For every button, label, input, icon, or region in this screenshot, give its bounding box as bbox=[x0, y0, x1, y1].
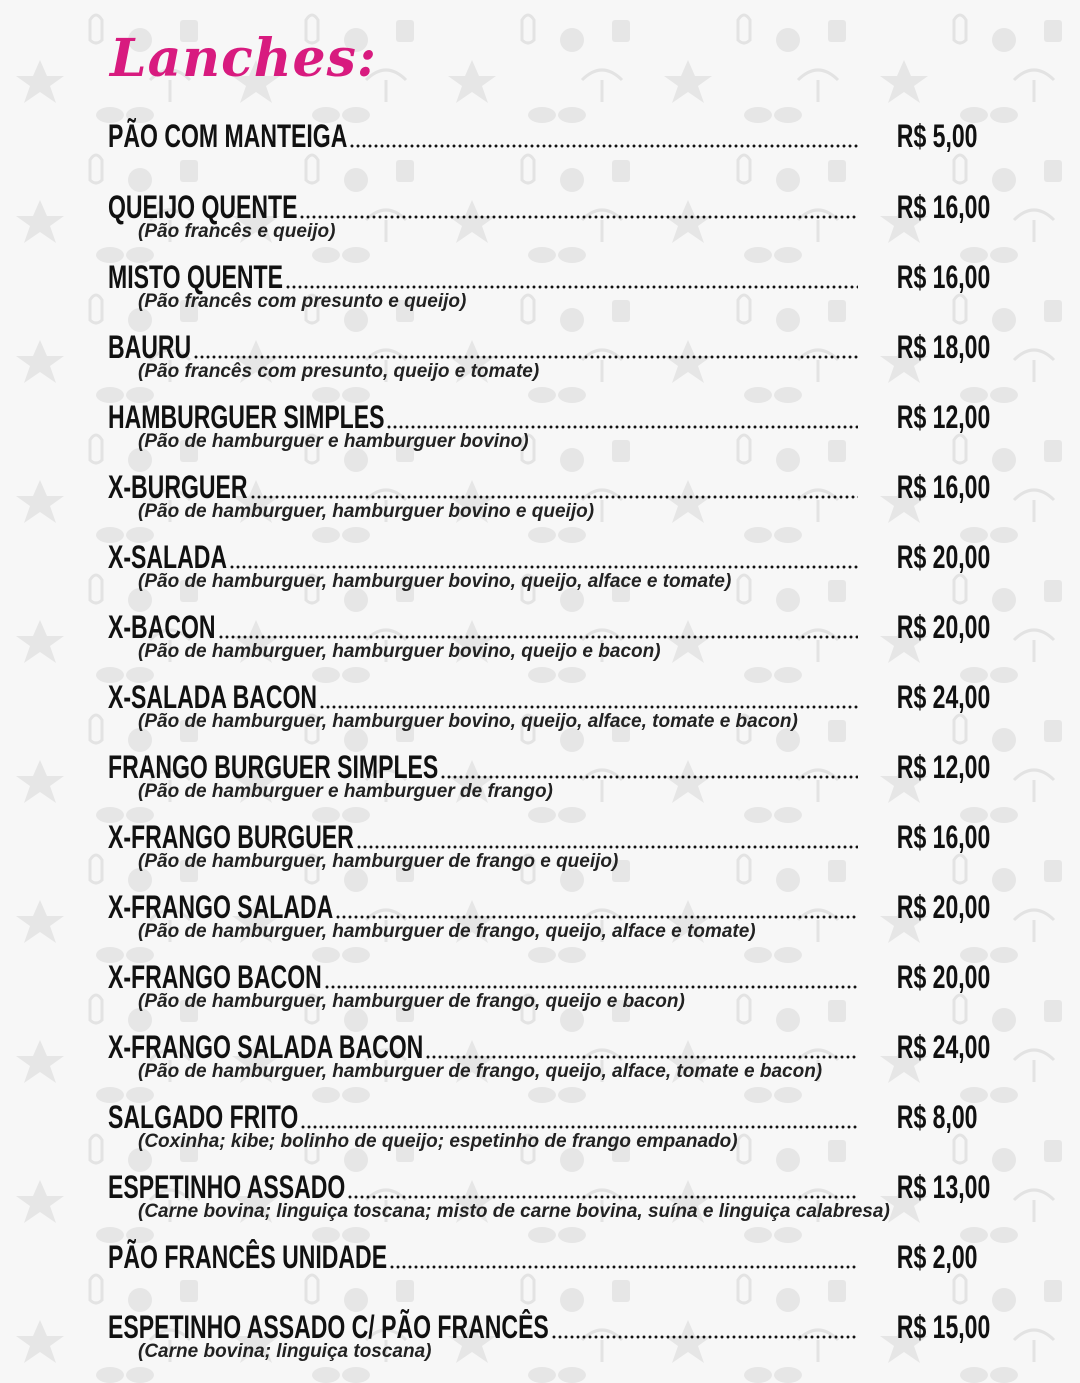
currency-symbol: R$ bbox=[896, 329, 927, 365]
price-value: 24,00 bbox=[932, 679, 991, 715]
currency-symbol: R$ bbox=[896, 959, 927, 995]
item-name: MISTO QUENTE bbox=[108, 259, 283, 295]
currency-symbol: R$ bbox=[896, 819, 927, 855]
price-value: 18,00 bbox=[932, 329, 991, 365]
item-price bbox=[866, 815, 991, 859]
price-value: 20,00 bbox=[932, 889, 991, 925]
dot-leader bbox=[300, 1125, 858, 1129]
menu-item bbox=[108, 255, 991, 312]
price-value: 16,00 bbox=[932, 259, 991, 295]
currency-symbol: R$ bbox=[896, 1239, 927, 1275]
price-value: 5,00 bbox=[932, 118, 978, 154]
item-price bbox=[866, 885, 991, 929]
item-name: BAURU bbox=[108, 329, 192, 365]
price-value: 12,00 bbox=[932, 749, 991, 785]
item-price bbox=[866, 1025, 991, 1069]
item-price bbox=[866, 325, 991, 369]
item-name: SALGADO FRITO bbox=[108, 1099, 299, 1135]
dot-leader bbox=[356, 845, 858, 849]
item-description: (Pão de hamburguer, hamburguer bovino, queijo e bacon) bbox=[138, 641, 661, 662]
item-name: X-BURGUER bbox=[108, 469, 248, 505]
item-name: X-SALADA BACON bbox=[108, 679, 318, 715]
dot-leader bbox=[551, 1335, 858, 1339]
item-name: ESPETINHO ASSADO C/ PÃO FRANCÊS bbox=[108, 1309, 549, 1345]
item-name: QUEIJO QUENTE bbox=[108, 189, 298, 225]
item-name: X-FRANGO BACON bbox=[108, 959, 322, 995]
price-value: 20,00 bbox=[932, 959, 991, 995]
menu-item bbox=[108, 815, 991, 872]
dot-leader bbox=[229, 565, 858, 569]
item-price bbox=[866, 185, 991, 229]
price-value: 16,00 bbox=[932, 189, 991, 225]
item-name: FRANGO BURGUER SIMPLES bbox=[108, 749, 439, 785]
currency-symbol: R$ bbox=[896, 399, 927, 435]
dot-leader bbox=[425, 1055, 858, 1059]
menu-item bbox=[108, 885, 991, 942]
dot-leader bbox=[389, 1265, 858, 1269]
currency-symbol: R$ bbox=[896, 469, 927, 505]
dot-leader bbox=[319, 705, 858, 709]
dot-leader bbox=[193, 355, 858, 359]
currency-symbol: R$ bbox=[896, 539, 927, 575]
item-description: (Carne bovina; linguiça toscana) bbox=[138, 1341, 432, 1362]
item-price bbox=[866, 114, 976, 158]
menu-item bbox=[108, 1095, 978, 1152]
item-name: PÃO COM MANTEIGA bbox=[108, 118, 348, 154]
price-value: 20,00 bbox=[932, 609, 991, 645]
item-description: (Pão de hamburguer, hamburguer bovino e queijo) bbox=[138, 501, 595, 522]
currency-symbol: R$ bbox=[896, 679, 927, 715]
menu-item bbox=[108, 675, 991, 732]
item-name: X-SALADA bbox=[108, 539, 228, 575]
item-name: X-BACON bbox=[108, 609, 216, 645]
item-description: (Pão de hamburguer, hamburguer de frango, queijo e bacon) bbox=[138, 991, 685, 1012]
dot-leader bbox=[335, 915, 858, 919]
menu-item bbox=[108, 1305, 991, 1362]
dot-leader bbox=[218, 635, 858, 639]
item-name: PÃO FRANCÊS UNIDADE bbox=[108, 1239, 388, 1275]
dot-leader bbox=[386, 425, 858, 429]
item-price bbox=[866, 395, 991, 439]
currency-symbol: R$ bbox=[896, 889, 927, 925]
item-description: (Pão de hamburguer, hamburguer bovino, queijo, alface, tomate e bacon) bbox=[138, 711, 798, 732]
dot-leader bbox=[250, 495, 858, 499]
item-price bbox=[866, 255, 991, 299]
item-price bbox=[866, 535, 991, 579]
currency-symbol: R$ bbox=[896, 1099, 927, 1135]
dot-leader bbox=[285, 285, 858, 289]
menu-item bbox=[108, 114, 976, 158]
item-price bbox=[866, 1095, 976, 1139]
dot-leader bbox=[440, 775, 858, 779]
currency-symbol: R$ bbox=[896, 749, 927, 785]
price-value: 13,00 bbox=[932, 1169, 991, 1205]
item-description: (Pão de hamburguer e hamburguer bovino) bbox=[138, 431, 529, 452]
item-description: (Carne bovina; linguiça toscana; misto de carne bovina, suína e linguiça calabresa) bbox=[138, 1201, 890, 1222]
item-description: (Pão francês com presunto, queijo e tomate) bbox=[138, 361, 540, 382]
item-name: HAMBURGUER SIMPLES bbox=[108, 399, 385, 435]
currency-symbol: R$ bbox=[896, 1309, 927, 1345]
item-price bbox=[866, 745, 991, 789]
menu-item bbox=[108, 1235, 976, 1279]
menu-item bbox=[108, 185, 991, 242]
dot-leader bbox=[349, 144, 858, 148]
dot-leader bbox=[324, 985, 858, 989]
menu-item bbox=[108, 1165, 991, 1222]
menu-item bbox=[108, 745, 991, 802]
item-price bbox=[866, 605, 991, 649]
price-value: 2,00 bbox=[932, 1239, 978, 1275]
menu-item bbox=[108, 325, 991, 382]
item-name: X-FRANGO SALADA bbox=[108, 889, 334, 925]
menu-item bbox=[108, 395, 991, 452]
price-value: 24,00 bbox=[932, 1029, 991, 1065]
currency-symbol: R$ bbox=[896, 1169, 927, 1205]
item-price bbox=[866, 1305, 991, 1349]
menu-title: Lanches: bbox=[110, 28, 378, 89]
menu-item bbox=[108, 465, 991, 522]
item-description: (Pão de hamburguer, hamburguer de frango, queijo, alface, tomate e bacon) bbox=[138, 1061, 823, 1082]
item-description: (Pão de hamburguer, hamburguer de frango e queijo) bbox=[138, 851, 619, 872]
item-description: (Pão de hamburguer e hamburguer de frango) bbox=[138, 781, 553, 802]
item-name: X-FRANGO SALADA BACON bbox=[108, 1029, 424, 1065]
currency-symbol: R$ bbox=[896, 609, 927, 645]
item-price bbox=[866, 955, 991, 999]
item-description: (Pão francês com presunto e queijo) bbox=[138, 291, 467, 312]
menu-item bbox=[108, 535, 991, 592]
menu-item-row bbox=[108, 114, 976, 158]
dot-leader bbox=[299, 215, 858, 219]
currency-symbol: R$ bbox=[896, 118, 927, 154]
currency-symbol: R$ bbox=[896, 1029, 927, 1065]
item-price bbox=[866, 465, 991, 509]
currency-symbol: R$ bbox=[896, 259, 927, 295]
price-value: 16,00 bbox=[932, 819, 991, 855]
item-description: (Pão francês e queijo) bbox=[138, 221, 336, 242]
item-name: ESPETINHO ASSADO bbox=[108, 1169, 346, 1205]
price-value: 20,00 bbox=[932, 539, 991, 575]
currency-symbol: R$ bbox=[896, 189, 927, 225]
price-value: 12,00 bbox=[932, 399, 991, 435]
item-name: X-FRANGO BURGUER bbox=[108, 819, 354, 855]
item-description: (Pão de hamburguer, hamburguer bovino, queijo, alface e tomate) bbox=[138, 571, 732, 592]
price-value: 15,00 bbox=[932, 1309, 991, 1345]
item-description: (Pão de hamburguer, hamburguer de frango, queijo, alface e tomate) bbox=[138, 921, 756, 942]
dot-leader bbox=[347, 1195, 858, 1199]
item-description: (Coxinha; kibe; bolinho de queijo; espetinho de frango empanado) bbox=[138, 1131, 738, 1152]
menu-item bbox=[108, 1025, 991, 1082]
price-value: 8,00 bbox=[932, 1099, 978, 1135]
price-value: 16,00 bbox=[932, 469, 991, 505]
menu-item-row bbox=[108, 1235, 976, 1279]
menu-item bbox=[108, 955, 991, 1012]
item-price bbox=[866, 1235, 976, 1279]
item-price bbox=[866, 675, 991, 719]
menu-item bbox=[108, 605, 991, 662]
